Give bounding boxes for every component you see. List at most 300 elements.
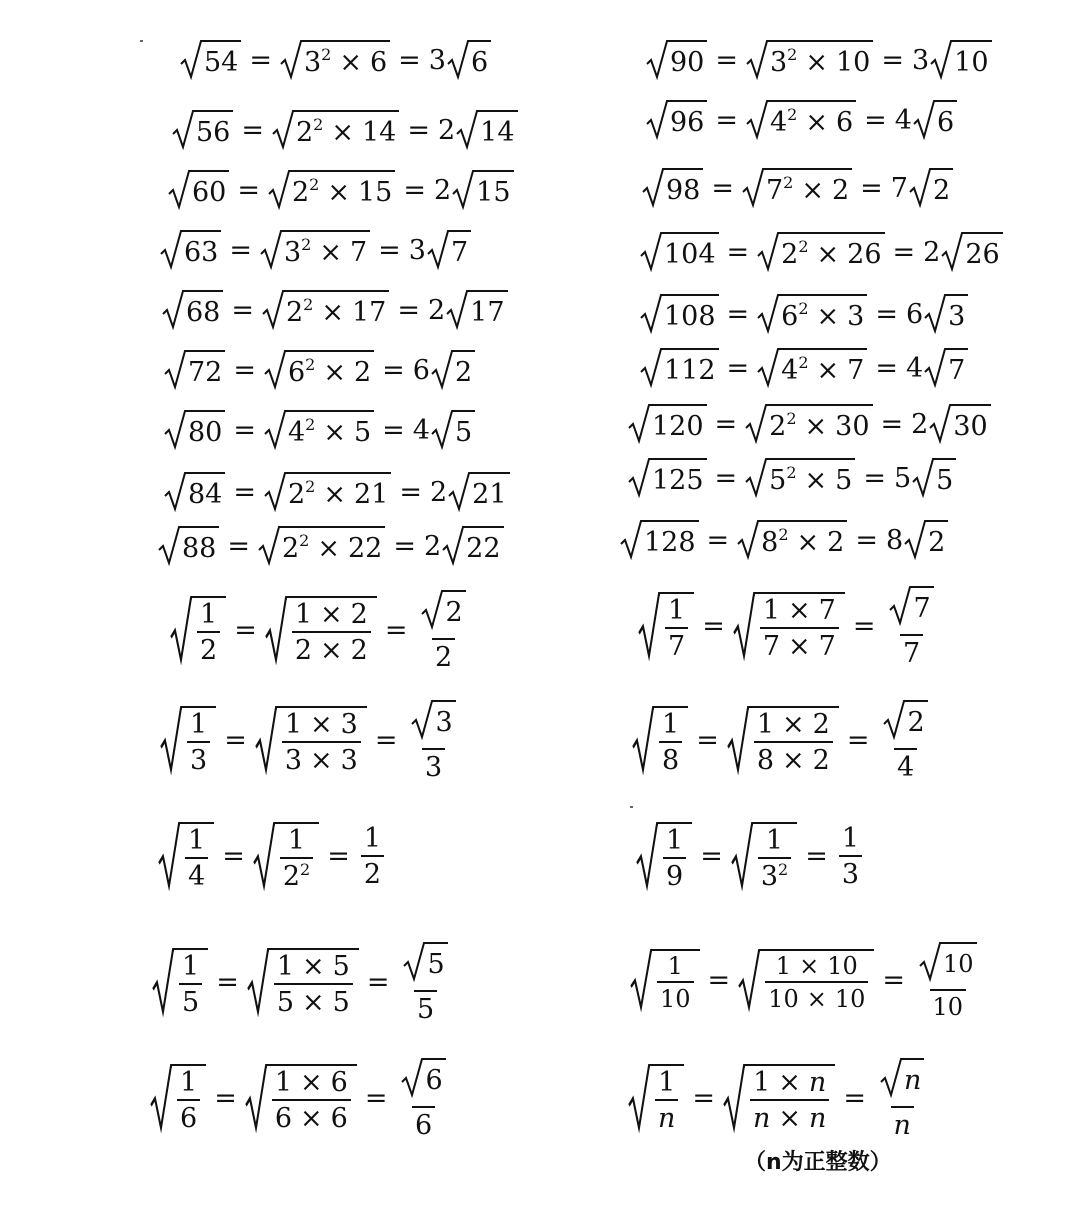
radical (727, 706, 839, 775)
radicand (443, 590, 465, 630)
d: 6 (330, 1067, 348, 1098)
times-sign: × (816, 238, 840, 270)
radicand (767, 458, 855, 498)
d: 8 (756, 745, 774, 776)
d: 7 (913, 592, 931, 624)
denominator (280, 857, 313, 890)
radical (640, 294, 719, 334)
equals-sign: = (227, 530, 250, 562)
d: 5 (276, 987, 294, 1018)
d: 6 (274, 1103, 292, 1134)
coefficient: 3 (911, 44, 930, 76)
base: 4 (781, 354, 799, 386)
radical-sign-icon (260, 230, 282, 270)
radicand (963, 232, 1002, 272)
denominator (659, 741, 682, 774)
radicand-value: 88 (182, 532, 217, 564)
simplified-radicand: 7 (450, 236, 469, 268)
d: 10 (932, 993, 964, 1021)
radical-sign-icon (620, 520, 642, 560)
equation-row (638, 586, 940, 667)
equation-row (164, 350, 475, 390)
fraction (185, 827, 208, 890)
exponent: 2 (301, 234, 312, 254)
radicand (650, 404, 707, 444)
times-sign: × (806, 985, 827, 1013)
simplified-radicand: 5 (454, 416, 473, 448)
radicand (951, 404, 990, 444)
radicand (294, 110, 399, 150)
coefficient: 2 (433, 174, 452, 206)
radical-sign-icon (757, 232, 779, 272)
radical-sign-icon (941, 232, 963, 272)
radical (447, 40, 491, 80)
equals-sign: = (855, 524, 878, 556)
d: 3 (340, 745, 358, 776)
radical-sign-icon (723, 1064, 745, 1133)
fraction (361, 825, 384, 888)
radical (746, 40, 873, 80)
radical-sign-icon (745, 458, 767, 498)
factor: 5 (835, 464, 853, 496)
radical-sign-icon (757, 294, 779, 334)
one: 1 (287, 825, 306, 856)
equation-row (150, 1058, 452, 1139)
radicand (453, 410, 475, 450)
factor: 2 (827, 526, 845, 558)
radicand (284, 290, 389, 330)
d: 7 (762, 631, 780, 662)
radical (442, 526, 503, 566)
d: 5 (332, 987, 350, 1018)
radical (731, 822, 797, 891)
squared (765, 172, 794, 206)
times-sign: × (805, 46, 828, 78)
equals-sign: = (805, 841, 828, 872)
radicand (650, 1064, 684, 1133)
radical-sign-icon (628, 1064, 650, 1133)
equals-sign: = (715, 44, 738, 76)
equals-sign: = (233, 476, 256, 508)
squared (285, 294, 314, 328)
radicand (184, 290, 223, 330)
radical (152, 948, 208, 1017)
one: 1 (284, 709, 302, 740)
times-sign: × (805, 106, 828, 138)
radical-sign-icon (746, 100, 768, 140)
radical-sign-icon (456, 110, 478, 150)
numerator (886, 586, 936, 634)
d: 7 (818, 631, 836, 662)
denominator (185, 857, 208, 890)
numerator (282, 711, 361, 741)
radical (280, 40, 390, 80)
base: 4 (769, 106, 788, 138)
denominator (930, 989, 967, 1019)
exponent: 2 (313, 114, 324, 134)
radical-sign-icon (280, 40, 302, 80)
radical (164, 410, 225, 450)
base: 6 (287, 356, 306, 388)
radical (904, 520, 948, 560)
factor: 15 (357, 176, 393, 208)
equation-row (160, 700, 462, 781)
radical (723, 1064, 835, 1133)
squared (303, 44, 332, 78)
numerator (272, 1069, 351, 1099)
times-sign: × (339, 46, 362, 78)
factor: 7 (349, 236, 368, 268)
radical (924, 294, 968, 334)
times-sign: × (320, 599, 343, 630)
radicand (642, 520, 699, 560)
factor: 26 (847, 238, 882, 270)
radical-sign-icon (646, 40, 668, 80)
equals-sign: = (382, 354, 405, 386)
base: 4 (287, 416, 306, 448)
fraction (179, 953, 202, 1016)
d: 2 (445, 596, 463, 628)
radical (264, 350, 374, 390)
d: 3 (340, 709, 358, 740)
denominator (292, 631, 371, 664)
times-sign: × (816, 354, 840, 386)
simplified-radicand: 3 (948, 300, 966, 332)
multiplier: 2 (812, 709, 830, 740)
denominator (765, 981, 868, 1011)
fraction (418, 590, 468, 671)
factor: 6 (835, 106, 854, 138)
radicand (186, 410, 225, 450)
d: 2 (200, 635, 218, 666)
times-sign: × (302, 951, 325, 982)
fraction (274, 953, 353, 1016)
radical (941, 232, 1002, 272)
radical (745, 458, 855, 498)
equation-row (646, 100, 957, 140)
times-sign: × (323, 478, 346, 510)
equals-sign: = (875, 298, 898, 330)
one: 1 (753, 1067, 771, 1098)
radicand (186, 472, 225, 512)
radicand (664, 168, 703, 208)
simplified-radicand: 30 (953, 410, 988, 442)
simplified-radicand: 6 (936, 106, 955, 138)
radicand (745, 1064, 835, 1133)
equals-sign: = (374, 725, 398, 756)
radical-sign-icon (452, 170, 474, 210)
times-sign: × (320, 635, 343, 666)
radical (628, 1064, 684, 1133)
equation-row (170, 590, 472, 671)
times-sign: × (782, 709, 805, 740)
coefficient: 2 (437, 114, 456, 146)
equals-sign: = (715, 104, 738, 136)
radicand (174, 948, 208, 1017)
radical-sign-icon (150, 1064, 172, 1133)
radical (160, 230, 221, 270)
speck (140, 40, 143, 42)
radicand (662, 232, 719, 272)
radical-sign-icon (162, 290, 184, 330)
fraction (880, 700, 930, 781)
equals-sign: = (382, 414, 405, 446)
denominator (282, 741, 361, 774)
equals-sign: = (233, 354, 256, 386)
coefficient: 7 (890, 172, 908, 204)
radical (264, 410, 374, 450)
equation-row (640, 232, 1003, 272)
squared (761, 861, 788, 892)
equals-sign: = (880, 408, 904, 440)
radical (421, 590, 465, 630)
equals-sign: = (706, 524, 730, 556)
one: 1 (190, 709, 208, 740)
radical (757, 232, 884, 272)
fraction (760, 597, 839, 660)
d: n (893, 1110, 911, 1141)
exponent: 2 (300, 860, 311, 879)
numerator (665, 954, 686, 981)
denominator (272, 1099, 351, 1132)
radicand (453, 350, 475, 390)
result: 2 (363, 859, 381, 890)
fraction (400, 942, 450, 1023)
one: 1 (765, 825, 784, 856)
radical (889, 586, 933, 626)
coefficient: 4 (905, 352, 924, 384)
one: 1 (658, 1067, 676, 1098)
coefficient: 2 (429, 476, 448, 508)
radical (265, 596, 377, 665)
radicand (287, 596, 377, 665)
radical-sign-icon (421, 590, 443, 630)
one: 1 (756, 709, 774, 740)
radicand (650, 458, 707, 498)
denominator (891, 1106, 914, 1139)
d: 8 (662, 745, 680, 776)
equals-sign: = (233, 414, 256, 446)
radicand (767, 404, 872, 444)
radicand (934, 458, 956, 498)
fraction (398, 1058, 448, 1139)
radicand (654, 706, 688, 775)
equals-sign: = (237, 174, 260, 206)
base: 7 (765, 174, 784, 206)
fraction (292, 601, 371, 664)
coefficient: 2 (427, 294, 446, 326)
radical-sign-icon (172, 110, 194, 150)
radical-sign-icon (264, 410, 286, 450)
equals-sign: = (707, 965, 731, 996)
base: 5 (769, 464, 787, 496)
equals-sign: = (881, 44, 904, 76)
numerator (177, 1069, 200, 1099)
radicand-value: 90 (670, 46, 705, 78)
denominator (655, 1099, 678, 1132)
exponent: 2 (778, 524, 789, 544)
denominator (177, 1099, 200, 1132)
radical (164, 472, 225, 512)
equals-sign: = (399, 476, 422, 508)
radical (640, 232, 719, 272)
radical-sign-icon (912, 458, 934, 498)
factor: 6 (369, 46, 388, 78)
radicand-value: 54 (204, 46, 239, 78)
denominator (760, 627, 839, 660)
radical (738, 949, 874, 1012)
squared (769, 44, 798, 78)
radical (628, 458, 707, 498)
radical-sign-icon (427, 230, 449, 270)
fraction (765, 954, 868, 1011)
radical (913, 100, 957, 140)
radical-sign-icon (272, 110, 294, 150)
numerator (408, 700, 458, 748)
fraction (197, 601, 220, 664)
equals-sign: = (843, 1083, 867, 1114)
equals-sign: = (224, 725, 247, 756)
radical-sign-icon (640, 348, 662, 388)
denominator (414, 990, 437, 1023)
exponent: 2 (786, 408, 797, 428)
radical-sign-icon (258, 526, 280, 566)
equation-row (640, 348, 968, 388)
radicand (931, 168, 953, 208)
radical (636, 822, 692, 891)
coefficient: 2 (923, 236, 941, 268)
radical (427, 230, 471, 270)
coefficient: 5 (893, 462, 912, 494)
d: 3 (424, 752, 443, 783)
numerator (760, 597, 839, 627)
numerator (285, 827, 308, 857)
radical (245, 1064, 357, 1133)
d: 5 (332, 951, 350, 982)
radicand (470, 472, 509, 512)
fraction (663, 827, 686, 890)
exponent: 2 (778, 860, 789, 879)
radicand (668, 100, 707, 140)
radical (742, 168, 852, 208)
exponent: 2 (787, 104, 798, 124)
equals-sign: = (726, 352, 750, 384)
equation-row (646, 40, 992, 80)
radicand (286, 472, 391, 512)
factor: 5 (353, 416, 372, 448)
numerator (274, 953, 353, 983)
one: 1 (182, 951, 200, 982)
denominator (900, 634, 923, 667)
equals-sign: = (692, 1083, 716, 1114)
simplified-radicand: 21 (472, 478, 507, 510)
coefficient: 6 (905, 298, 924, 330)
one: 1 (363, 823, 381, 854)
radical (403, 942, 447, 982)
factor: 3 (847, 300, 865, 332)
numerator (361, 825, 384, 855)
radicand (660, 592, 694, 661)
radicand (753, 822, 797, 891)
equation-row (158, 822, 387, 891)
equation-row (632, 700, 934, 781)
equals-sign: = (384, 615, 408, 646)
fraction (280, 827, 313, 890)
radical-sign-icon (924, 294, 946, 334)
fraction (655, 1069, 678, 1132)
radical (638, 592, 694, 661)
radical (912, 458, 956, 498)
equation-row (164, 472, 510, 512)
denominator (412, 1106, 435, 1139)
radical-sign-icon (733, 592, 755, 661)
fraction (177, 1069, 200, 1132)
equation-row (152, 942, 454, 1023)
factor: 21 (353, 478, 389, 510)
radical (646, 40, 707, 80)
d: n (904, 1064, 922, 1096)
radical-sign-icon (630, 949, 652, 1012)
denominator (197, 631, 220, 664)
squared (291, 174, 320, 208)
radicand (280, 526, 385, 566)
equals-sign: = (231, 294, 254, 326)
equation-row (168, 170, 514, 210)
equation-row (636, 822, 865, 891)
squared (781, 298, 809, 332)
squared (761, 524, 789, 558)
times-sign: × (310, 709, 333, 740)
d: 7 (668, 631, 686, 662)
d: 3 (190, 745, 208, 776)
radical-sign-icon (264, 350, 286, 390)
radical (255, 706, 367, 775)
base: 2 (291, 176, 310, 208)
d: 9 (666, 861, 684, 892)
radicand-value: 68 (186, 296, 221, 328)
times-sign: × (310, 745, 333, 776)
denominator (422, 748, 445, 781)
equation-row (640, 294, 968, 334)
radical (880, 1058, 924, 1098)
radical-sign-icon (638, 592, 660, 661)
d: 5 (416, 994, 435, 1025)
d: 6 (425, 1064, 443, 1096)
radical (262, 290, 389, 330)
radical (924, 348, 968, 388)
radicand (668, 40, 707, 80)
times-sign: × (300, 1103, 323, 1134)
base: 3 (769, 46, 788, 78)
radical-sign-icon (628, 404, 650, 444)
radicand (755, 592, 845, 661)
radical (168, 170, 229, 210)
exponent: 2 (321, 44, 332, 64)
radicand (478, 110, 517, 150)
d: n (753, 1103, 771, 1134)
radical-sign-icon (646, 100, 668, 140)
numerator (750, 1069, 829, 1099)
equation-row (180, 40, 491, 80)
squared (283, 861, 310, 892)
radical (150, 1064, 206, 1133)
radical-sign-icon (431, 410, 453, 450)
numerator (665, 597, 688, 627)
radicand (749, 706, 839, 775)
fraction (657, 954, 694, 1011)
equals-sign: = (397, 294, 420, 326)
radical (172, 110, 233, 150)
